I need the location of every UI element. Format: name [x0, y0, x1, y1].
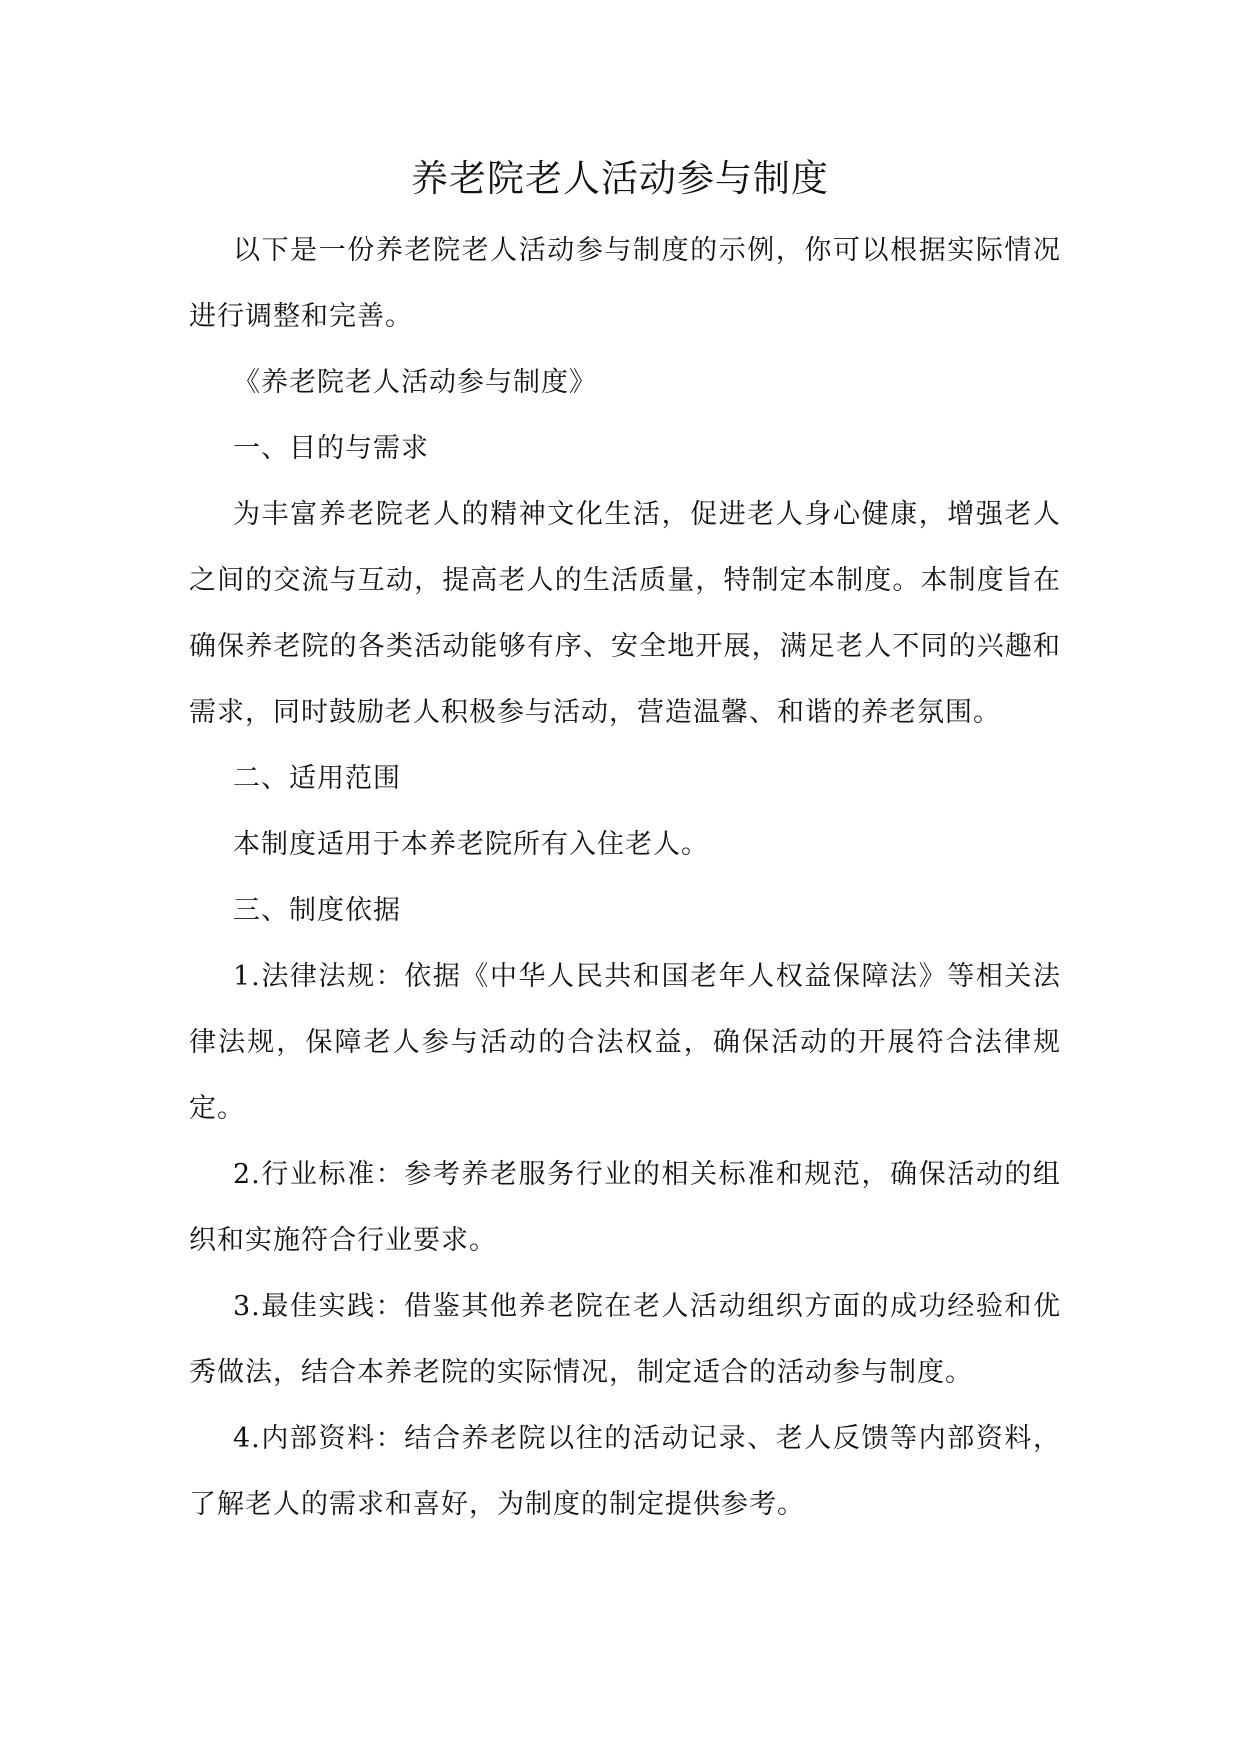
intro-paragraph: 以下是一份养老院老人活动参与制度的示例，你可以根据实际情况进行调整和完善。 [189, 235, 1061, 332]
section-heading-basis: 三、制度依据 [233, 895, 401, 926]
scope-paragraph: 本制度适用于本养老院所有入住老人。 [233, 829, 709, 860]
section-heading-scope: 二、适用范围 [233, 763, 401, 794]
basis-item-laws: 1.法律法规：依据《中华人民共和国老年人权益保障法》等相关法律法规，保障老人参与活动的合法权益，确保活动的开展符合法律规定。 [189, 961, 1061, 1124]
purpose-paragraph: 为丰富养老院老人的精神文化生活，促进老人身心健康，增强老人之间的交流与互动，提高老人的生活质量，特制定本制度。本制度旨在确保养老院的各类活动能够有序、安全地开展，满足老人不同的兴趣和需求，同时鼓励老人积极参与活动，营造温馨、和谐的养老氛围。 [189, 499, 1061, 728]
basis-item-internal-data: 4.内部资料：结合养老院以往的活动记录、老人反馈等内部资料，了解老人的需求和喜好，为制度的制定提供参考。 [189, 1423, 1061, 1520]
basis-item-standards: 2.行业标准：参考养老服务行业的相关标准和规范，确保活动的组织和实施符合行业要求。 [189, 1159, 1061, 1256]
basis-item-best-practice: 3.最佳实践：借鉴其他养老院在老人活动组织方面的成功经验和优秀做法，结合本养老院的实际情况，制定适合的活动参与制度。 [189, 1291, 1061, 1388]
document-title: 养老院老人活动参与制度 [411, 157, 829, 200]
policy-name-line: 《养老院老人活动参与制度》 [233, 367, 597, 398]
section-heading-purpose: 一、目的与需求 [233, 433, 429, 464]
document-body [189, 218, 1061, 1538]
